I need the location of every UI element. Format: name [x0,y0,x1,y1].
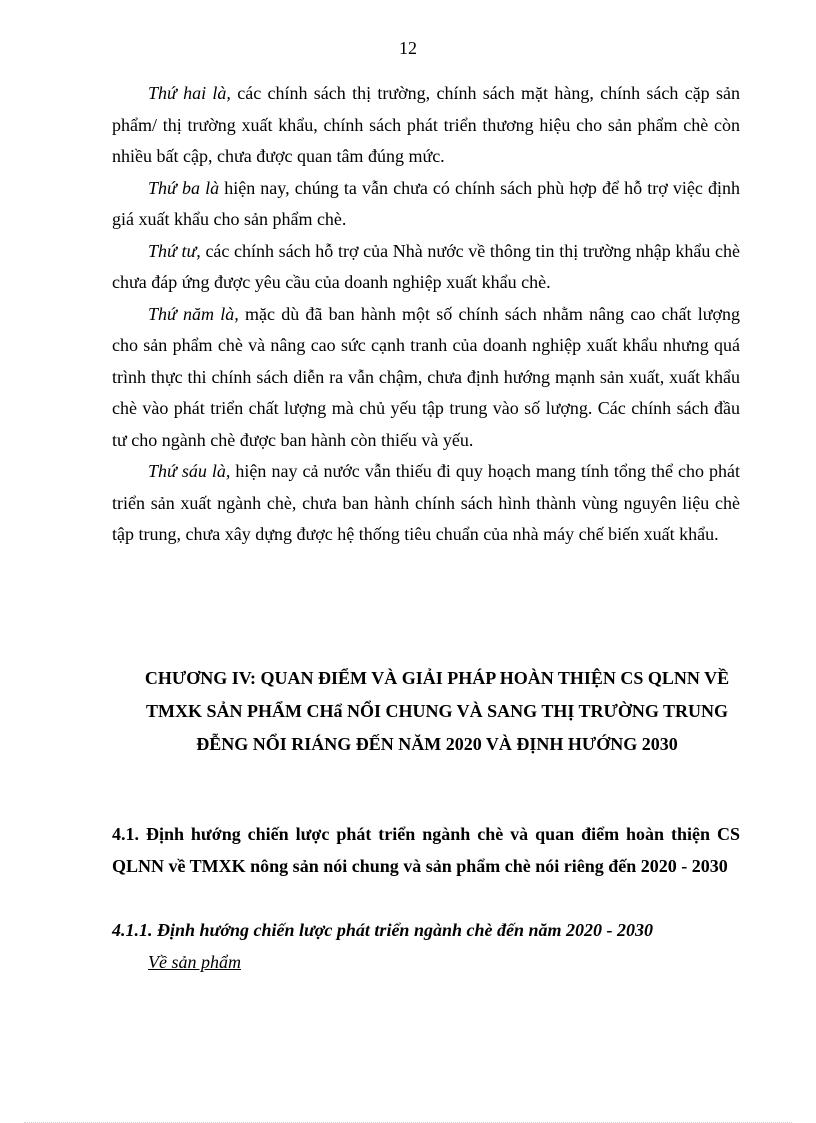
paragraph-text: hiện nay, chúng ta vẫn chưa có chính sách phù hợp để hỗ trợ việc định giá xuất khẩu cho sản phẩm chè. [112,177,740,229]
paragraph-lead: Thứ năm là, [148,303,239,324]
paragraph-thu-ba [112,173,740,236]
paragraph-text: các chính sách hỗ trợ của Nhà nước về thông tin thị trường nhập khẩu chè chưa đáp ứng được yêu cầu của doanh nghiệp xuất khẩu chè. [112,240,740,292]
paragraph-thu-tu [112,236,740,299]
paragraph-text: hiện nay cả nước vẫn thiếu đi quy hoạch mang tính tổng thể cho phát triển sản xuất ngành chè, chưa ban hành chính sách hình thành vùng nguyên liệu chè tập trung, chưa xây dựng được hệ thống tiêu chuẩn của nhà máy chế biến xuất khẩu. [112,461,740,544]
section-heading: 4.1. Định hướng chiến lược phát triển ngành chè và quan điểm hoàn thiện CS QLNN về TMXK nông sản nói chung và sản phẩm chè nói riêng đến 2020 - 2030 [112,824,740,876]
paragraph-lead: Thứ ba là [148,177,220,198]
paragraph-thu-sau [112,456,740,551]
body-text [112,78,740,551]
page-number: 12 [399,38,417,58]
paragraph-text: các chính sách thị trường, chính sách mặt hàng, chính sách cặp sản phẩm/ thị trường xuất khẩu, chính sách phát triển thương hiệu cho sản phẩm chè còn nhiều bất cập, chưa được quan tâm đúng mức. [112,83,740,166]
paragraph-thu-hai [112,78,740,173]
paragraph-thu-nam [112,299,740,457]
paragraph-text: mặc dù đã ban hành một số chính sách nhằm nâng cao chất lượng cho sản phẩm chè và nâng cao sức cạnh tranh của doanh nghiệp xuất khẩu nhưng quá trình thực thi chính sách diễn ra vẫn chậm, chưa định hướng mạnh sản xuất, xuất khẩu chè vào phát triển chất lượng mà chủ yếu tập trung vào số lượng. Các chính sách đầu tư cho ngành chè được ban hành còn thiếu và yếu. [112,303,741,450]
paragraph-lead: Thứ hai là, [148,83,231,103]
paragraph-lead: Thứ sáu là, [148,461,231,481]
paragraph-lead: Thứ tư, [148,240,201,261]
topic-label: Về sản phẩm [148,952,241,972]
chapter-title: CHƯƠNG IV: QUAN ĐIỂM VÀ GIẢI PHÁP HOÀN THIỆN CS QLNN VỀ TMXK SẢN PHẨM CHẩ NỔI CHUNG VÀ SANG THỊ TRƯỜNG TRUNG ĐỄNG NỔI RIÁNG ĐẾN NĂM 2020 VÀ ĐỊNH HƯỚNG 2030 [144,668,730,754]
subsection-heading: 4.1.1. Định hướng chiến lược phát triển ngành chè đến năm 2020 - 2030 [112,920,653,940]
